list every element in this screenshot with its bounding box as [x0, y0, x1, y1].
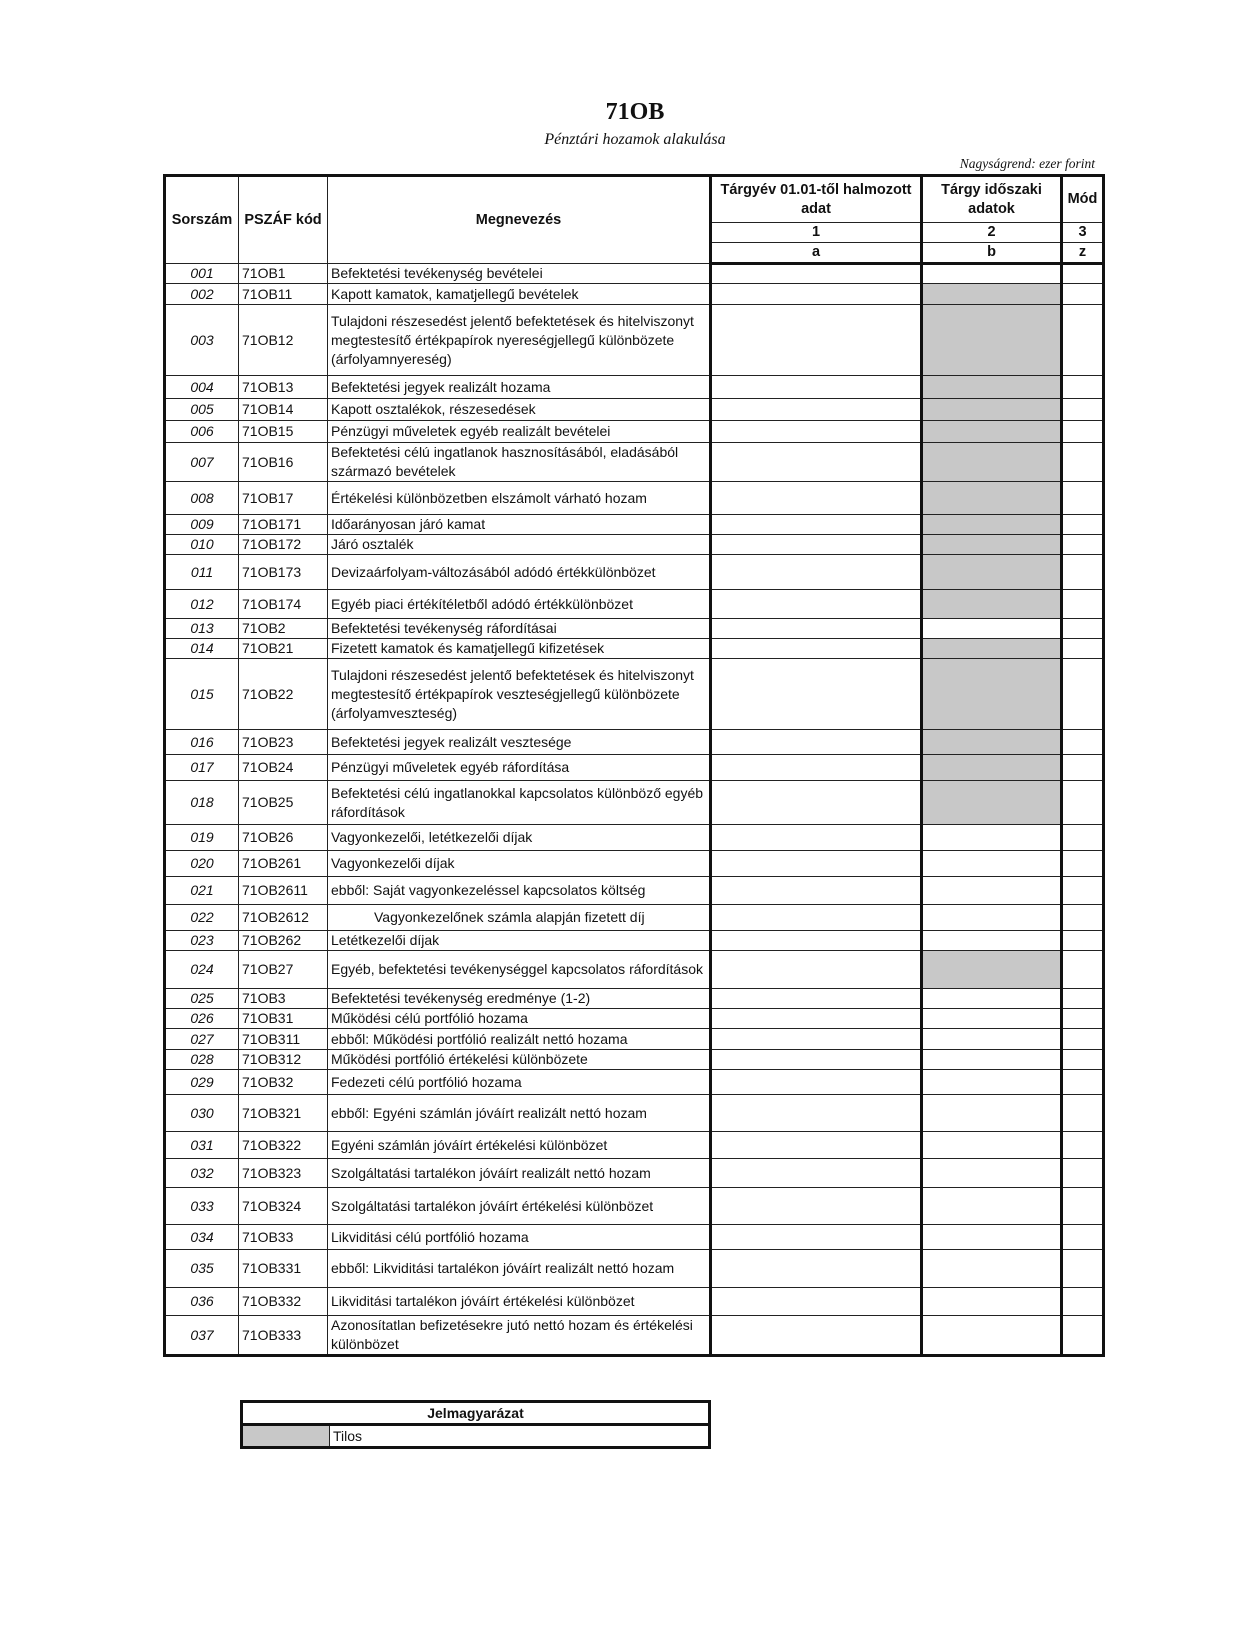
row-code: 71OB25 — [239, 781, 328, 825]
cell-cumulative[interactable] — [711, 264, 922, 284]
row-code: 71OB33 — [239, 1225, 328, 1250]
row-name: Vagyonkezelői, letétkezelői díjak — [328, 825, 711, 851]
cell-period-forbidden — [922, 443, 1062, 482]
cell-period[interactable] — [922, 1132, 1062, 1159]
cell-period[interactable] — [922, 1070, 1062, 1095]
row-code: 71OB22 — [239, 659, 328, 730]
row-number: 035 — [165, 1250, 239, 1288]
row-number: 001 — [165, 264, 239, 284]
row-name: Működési célú portfólió hozama — [328, 1009, 711, 1029]
cell-cumulative[interactable] — [711, 1050, 922, 1070]
table-row — [165, 1095, 1104, 1132]
cell-mode[interactable] — [1062, 1132, 1104, 1159]
cell-period-forbidden — [922, 555, 1062, 590]
table-row — [165, 443, 1104, 482]
row-number: 005 — [165, 399, 239, 421]
row-number: 036 — [165, 1288, 239, 1316]
cell-period[interactable] — [922, 1316, 1062, 1356]
row-code: 71OB27 — [239, 951, 328, 989]
table-row — [165, 951, 1104, 989]
cell-mode[interactable] — [1062, 535, 1104, 555]
table-row — [165, 905, 1104, 931]
cell-period-forbidden — [922, 639, 1062, 659]
cell-cumulative[interactable] — [711, 515, 922, 535]
row-name: Vagyonkezelőnek számla alapján fizetett díj — [328, 905, 711, 931]
cell-period-forbidden — [922, 482, 1062, 515]
cell-cumulative[interactable] — [711, 1009, 922, 1029]
cell-cumulative[interactable] — [711, 1288, 922, 1316]
cell-mode[interactable] — [1062, 1029, 1104, 1050]
cell-mode[interactable] — [1062, 1188, 1104, 1225]
table-row — [165, 1050, 1104, 1070]
cell-mode[interactable] — [1062, 1316, 1104, 1356]
row-number: 019 — [165, 825, 239, 851]
cell-period-forbidden — [922, 730, 1062, 755]
table-row — [165, 1250, 1104, 1288]
cell-mode[interactable] — [1062, 1070, 1104, 1095]
row-number: 025 — [165, 989, 239, 1009]
cell-mode[interactable] — [1062, 399, 1104, 421]
row-number: 017 — [165, 755, 239, 781]
row-code: 71OB173 — [239, 555, 328, 590]
row-number: 026 — [165, 1009, 239, 1029]
header-megnevezes: Megnevezés — [328, 176, 711, 264]
row-code: 71OB24 — [239, 755, 328, 781]
row-name: Befektetési jegyek realizált vesztesége — [328, 730, 711, 755]
row-name: ebből: Saját vagyonkezeléssel kapcsolatos költség — [328, 877, 711, 905]
header-num1: 1 — [711, 223, 922, 243]
table-row — [165, 1288, 1104, 1316]
table-row — [165, 1159, 1104, 1188]
table-row — [165, 1188, 1104, 1225]
row-name: Pénzügyi műveletek egyéb realizált bevételei — [328, 421, 711, 443]
row-number: 020 — [165, 851, 239, 877]
cell-period[interactable] — [922, 1288, 1062, 1316]
cell-cumulative[interactable] — [711, 905, 922, 931]
row-number: 007 — [165, 443, 239, 482]
cell-cumulative[interactable] — [711, 1225, 922, 1250]
header-let1: a — [711, 243, 922, 264]
row-code: 71OB262 — [239, 931, 328, 951]
cell-period[interactable] — [922, 989, 1062, 1009]
table-row — [165, 851, 1104, 877]
row-number: 006 — [165, 421, 239, 443]
row-code: 71OB3 — [239, 989, 328, 1009]
cell-mode[interactable] — [1062, 1159, 1104, 1188]
cell-period-forbidden — [922, 781, 1062, 825]
row-code: 71OB2 — [239, 619, 328, 639]
cell-mode[interactable] — [1062, 989, 1104, 1009]
row-name: Értékelési különbözetben elszámolt várható hozam — [328, 482, 711, 515]
row-name: Szolgáltatási tartalékon jóváírt értékelési különbözet — [328, 1188, 711, 1225]
cell-period-forbidden — [922, 399, 1062, 421]
cell-cumulative[interactable] — [711, 639, 922, 659]
row-name: Szolgáltatási tartalékon jóváírt realizált nettó hozam — [328, 1159, 711, 1188]
row-number: 031 — [165, 1132, 239, 1159]
row-name: ebből: Működési portfólió realizált nettó hozama — [328, 1029, 711, 1050]
row-name: Befektetési jegyek realizált hozama — [328, 376, 711, 399]
table-row — [165, 1009, 1104, 1029]
cell-cumulative[interactable] — [711, 1316, 922, 1356]
cell-period-forbidden — [922, 305, 1062, 376]
legend-table — [240, 1400, 711, 1449]
cell-cumulative[interactable] — [711, 1029, 922, 1050]
row-code: 71OB172 — [239, 535, 328, 555]
cell-period[interactable] — [922, 825, 1062, 851]
row-number: 009 — [165, 515, 239, 535]
row-code: 71OB31 — [239, 1009, 328, 1029]
cell-mode[interactable] — [1062, 639, 1104, 659]
cell-cumulative[interactable] — [711, 619, 922, 639]
table-row — [165, 515, 1104, 535]
row-code: 71OB23 — [239, 730, 328, 755]
cell-mode[interactable] — [1062, 284, 1104, 305]
cell-cumulative[interactable] — [711, 755, 922, 781]
header-let2: b — [922, 243, 1062, 264]
row-number: 013 — [165, 619, 239, 639]
cell-period-forbidden — [922, 590, 1062, 619]
table-row — [165, 659, 1104, 730]
table-row — [165, 1225, 1104, 1250]
cell-mode[interactable] — [1062, 305, 1104, 376]
row-code: 71OB14 — [239, 399, 328, 421]
row-number: 010 — [165, 535, 239, 555]
header-num2: 2 — [922, 223, 1062, 243]
cell-cumulative[interactable] — [711, 1159, 922, 1188]
cell-cumulative[interactable] — [711, 1188, 922, 1225]
cell-period[interactable] — [922, 1050, 1062, 1070]
row-name: Fizetett kamatok és kamatjellegű kifizetések — [328, 639, 711, 659]
header-col1: Tárgyév 01.01-től halmozott adat — [711, 176, 922, 223]
legend-label: Tilos — [330, 1425, 710, 1448]
header-num3: 3 — [1062, 223, 1104, 243]
row-number: 018 — [165, 781, 239, 825]
row-code: 71OB333 — [239, 1316, 328, 1356]
row-code: 71OB322 — [239, 1132, 328, 1159]
row-name: Tulajdoni részesedést jelentő befektetések és hitelviszonyt megtestesítő értékpapírok veszteségjellegű különbözete (árfolyamveszteség) — [328, 659, 711, 730]
row-name: Likviditási célú portfólió hozama — [328, 1225, 711, 1250]
row-code: 71OB331 — [239, 1250, 328, 1288]
row-name: ebből: Likviditási tartalékon jóváírt realizált nettó hozam — [328, 1250, 711, 1288]
cell-cumulative[interactable] — [711, 730, 922, 755]
row-number: 027 — [165, 1029, 239, 1050]
cell-cumulative[interactable] — [711, 781, 922, 825]
table-row — [165, 399, 1104, 421]
row-name: Kapott osztalékok, részesedések — [328, 399, 711, 421]
cell-cumulative[interactable] — [711, 1095, 922, 1132]
cell-cumulative[interactable] — [711, 989, 922, 1009]
header-col2: Tárgy időszaki adatok — [922, 176, 1062, 223]
cell-period-forbidden — [922, 951, 1062, 989]
cell-cumulative[interactable] — [711, 851, 922, 877]
cell-mode[interactable] — [1062, 1050, 1104, 1070]
row-number: 024 — [165, 951, 239, 989]
table-row — [165, 1029, 1104, 1050]
cell-mode[interactable] — [1062, 1095, 1104, 1132]
row-code: 71OB323 — [239, 1159, 328, 1188]
row-name: Egyéb piaci értékítéletből adódó értékkülönbözet — [328, 590, 711, 619]
row-code: 71OB15 — [239, 421, 328, 443]
cell-mode[interactable] — [1062, 905, 1104, 931]
cell-mode[interactable] — [1062, 1225, 1104, 1250]
row-name: Pénzügyi műveletek egyéb ráfordítása — [328, 755, 711, 781]
row-code: 71OB332 — [239, 1288, 328, 1316]
row-number: 012 — [165, 590, 239, 619]
table-row — [165, 535, 1104, 555]
cell-cumulative[interactable] — [711, 877, 922, 905]
table-row — [165, 1132, 1104, 1159]
row-code: 71OB2612 — [239, 905, 328, 931]
header-pszaf-kod: PSZÁF kód — [239, 176, 328, 264]
row-number: 021 — [165, 877, 239, 905]
cell-period[interactable] — [922, 931, 1062, 951]
cell-cumulative[interactable] — [711, 825, 922, 851]
cell-period[interactable] — [922, 1009, 1062, 1029]
row-number: 028 — [165, 1050, 239, 1070]
cell-period-forbidden — [922, 421, 1062, 443]
cell-mode[interactable] — [1062, 590, 1104, 619]
row-name: Letétkezelői díjak — [328, 931, 711, 951]
report-table — [163, 174, 1105, 1357]
cell-period-forbidden — [922, 515, 1062, 535]
row-name: Vagyonkezelői díjak — [328, 851, 711, 877]
legend-title: Jelmagyarázat — [242, 1402, 710, 1425]
row-number: 003 — [165, 305, 239, 376]
cell-mode[interactable] — [1062, 730, 1104, 755]
cell-cumulative[interactable] — [711, 659, 922, 730]
cell-cumulative[interactable] — [711, 590, 922, 619]
cell-mode[interactable] — [1062, 951, 1104, 989]
row-number: 034 — [165, 1225, 239, 1250]
cell-cumulative[interactable] — [711, 305, 922, 376]
row-number: 033 — [165, 1188, 239, 1225]
row-number: 030 — [165, 1095, 239, 1132]
row-name: Járó osztalék — [328, 535, 711, 555]
row-name: Devizaárfolyam-változásából adódó értékkülönbözet — [328, 555, 711, 590]
row-code: 71OB12 — [239, 305, 328, 376]
row-number: 004 — [165, 376, 239, 399]
cell-period[interactable] — [922, 905, 1062, 931]
table-row — [165, 482, 1104, 515]
table-row — [165, 639, 1104, 659]
row-number: 029 — [165, 1070, 239, 1095]
row-name: Egyéni számlán jóváírt értékelési különbözet — [328, 1132, 711, 1159]
row-number: 002 — [165, 284, 239, 305]
cell-cumulative[interactable] — [711, 535, 922, 555]
row-name: Azonosítatlan befizetésekre jutó nettó hozam és értékelési különbözet — [328, 1316, 711, 1356]
table-row — [165, 931, 1104, 951]
cell-period[interactable] — [922, 1188, 1062, 1225]
row-code: 71OB324 — [239, 1188, 328, 1225]
row-name: Fedezeti célú portfólió hozama — [328, 1070, 711, 1095]
cell-mode[interactable] — [1062, 825, 1104, 851]
cell-cumulative[interactable] — [711, 555, 922, 590]
row-code: 71OB32 — [239, 1070, 328, 1095]
cell-cumulative[interactable] — [711, 421, 922, 443]
table-row — [165, 989, 1104, 1009]
cell-cumulative[interactable] — [711, 482, 922, 515]
row-number: 011 — [165, 555, 239, 590]
table-row — [165, 730, 1104, 755]
cell-mode[interactable] — [1062, 781, 1104, 825]
table-row — [165, 555, 1104, 590]
row-code: 71OB17 — [239, 482, 328, 515]
table-row — [165, 284, 1104, 305]
cell-period[interactable] — [922, 619, 1062, 639]
row-code: 71OB26 — [239, 825, 328, 851]
row-code: 71OB16 — [239, 443, 328, 482]
header-let3: z — [1062, 243, 1104, 264]
table-row — [165, 619, 1104, 639]
cell-mode[interactable] — [1062, 931, 1104, 951]
row-code: 71OB171 — [239, 515, 328, 535]
legend-swatch — [242, 1425, 330, 1448]
cell-cumulative[interactable] — [711, 399, 922, 421]
cell-cumulative[interactable] — [711, 443, 922, 482]
cell-mode[interactable] — [1062, 1009, 1104, 1029]
cell-cumulative[interactable] — [711, 284, 922, 305]
row-code: 71OB11 — [239, 284, 328, 305]
table-body — [165, 264, 1104, 1356]
cell-cumulative[interactable] — [711, 1070, 922, 1095]
row-code: 71OB174 — [239, 590, 328, 619]
cell-period[interactable] — [922, 1159, 1062, 1188]
cell-mode[interactable] — [1062, 851, 1104, 877]
cell-mode[interactable] — [1062, 421, 1104, 443]
row-name: ebből: Egyéni számlán jóváírt realizált nettó hozam — [328, 1095, 711, 1132]
row-code: 71OB311 — [239, 1029, 328, 1050]
cell-mode[interactable] — [1062, 443, 1104, 482]
table-row — [165, 825, 1104, 851]
cell-mode[interactable] — [1062, 877, 1104, 905]
cell-period[interactable] — [922, 1029, 1062, 1050]
table-row — [165, 1316, 1104, 1356]
cell-period-forbidden — [922, 755, 1062, 781]
row-name: Egyéb, befektetési tevékenységgel kapcsolatos ráfordítások — [328, 951, 711, 989]
cell-period[interactable] — [922, 1250, 1062, 1288]
cell-period-forbidden — [922, 659, 1062, 730]
row-name: Befektetési tevékenység ráfordításai — [328, 619, 711, 639]
table-row — [165, 755, 1104, 781]
header-col3: Mód — [1062, 176, 1104, 223]
row-name: Befektetési tevékenység eredménye (1-2) — [328, 989, 711, 1009]
row-code: 71OB312 — [239, 1050, 328, 1070]
table-row — [165, 305, 1104, 376]
cell-period[interactable] — [922, 1095, 1062, 1132]
cell-cumulative[interactable] — [711, 951, 922, 989]
cell-cumulative[interactable] — [711, 1132, 922, 1159]
table-row — [165, 376, 1104, 399]
row-code: 71OB21 — [239, 639, 328, 659]
cell-period[interactable] — [922, 264, 1062, 284]
header-sorszam: Sorszám — [165, 176, 239, 264]
table-row — [165, 877, 1104, 905]
cell-period[interactable] — [922, 877, 1062, 905]
row-number: 032 — [165, 1159, 239, 1188]
cell-cumulative[interactable] — [711, 376, 922, 399]
cell-period[interactable] — [922, 1225, 1062, 1250]
cell-period[interactable] — [922, 851, 1062, 877]
row-code: 71OB261 — [239, 851, 328, 877]
page-title: 71OB — [605, 99, 665, 125]
cell-period-forbidden — [922, 284, 1062, 305]
cell-period-forbidden — [922, 535, 1062, 555]
cell-period-forbidden — [922, 376, 1062, 399]
row-name: Kapott kamatok, kamatjellegű bevételek — [328, 284, 711, 305]
cell-mode[interactable] — [1062, 1288, 1104, 1316]
row-name: Időarányosan járó kamat — [328, 515, 711, 535]
table-row — [165, 781, 1104, 825]
row-number: 014 — [165, 639, 239, 659]
row-name: Befektetési tevékenység bevételei — [328, 264, 711, 284]
cell-cumulative[interactable] — [711, 931, 922, 951]
row-code: 71OB13 — [239, 376, 328, 399]
row-number: 015 — [165, 659, 239, 730]
cell-cumulative[interactable] — [711, 1250, 922, 1288]
table-row — [165, 264, 1104, 284]
cell-mode[interactable] — [1062, 619, 1104, 639]
cell-mode[interactable] — [1062, 755, 1104, 781]
cell-mode[interactable] — [1062, 264, 1104, 284]
cell-mode[interactable] — [1062, 376, 1104, 399]
table-row — [165, 421, 1104, 443]
row-number: 037 — [165, 1316, 239, 1356]
cell-mode[interactable] — [1062, 1250, 1104, 1288]
row-number: 016 — [165, 730, 239, 755]
row-number: 008 — [165, 482, 239, 515]
row-name: Tulajdoni részesedést jelentő befektetések és hitelviszonyt megtestesítő értékpapírok nyereségjellegű különbözete (árfolyamnyereség) — [328, 305, 711, 376]
table-row — [165, 590, 1104, 619]
row-code: 71OB2611 — [239, 877, 328, 905]
table-row — [165, 1070, 1104, 1095]
row-number: 022 — [165, 905, 239, 931]
row-number: 023 — [165, 931, 239, 951]
cell-mode[interactable] — [1062, 515, 1104, 535]
cell-mode[interactable] — [1062, 555, 1104, 590]
cell-mode[interactable] — [1062, 482, 1104, 515]
row-name: Működési portfólió értékelési különbözete — [328, 1050, 711, 1070]
page-subtitle: Pénztári hozamok alakulása — [544, 131, 726, 148]
unit-note: Nagyságrend: ezer forint — [959, 156, 1095, 171]
row-code: 71OB321 — [239, 1095, 328, 1132]
cell-mode[interactable] — [1062, 659, 1104, 730]
row-name: Likviditási tartalékon jóváírt értékelési különbözet — [328, 1288, 711, 1316]
row-name: Befektetési célú ingatlanok hasznosításából, eladásából származó bevételek — [328, 443, 711, 482]
row-name: Befektetési célú ingatlanokkal kapcsolatos különböző egyéb ráfordítások — [328, 781, 711, 825]
row-code: 71OB1 — [239, 264, 328, 284]
